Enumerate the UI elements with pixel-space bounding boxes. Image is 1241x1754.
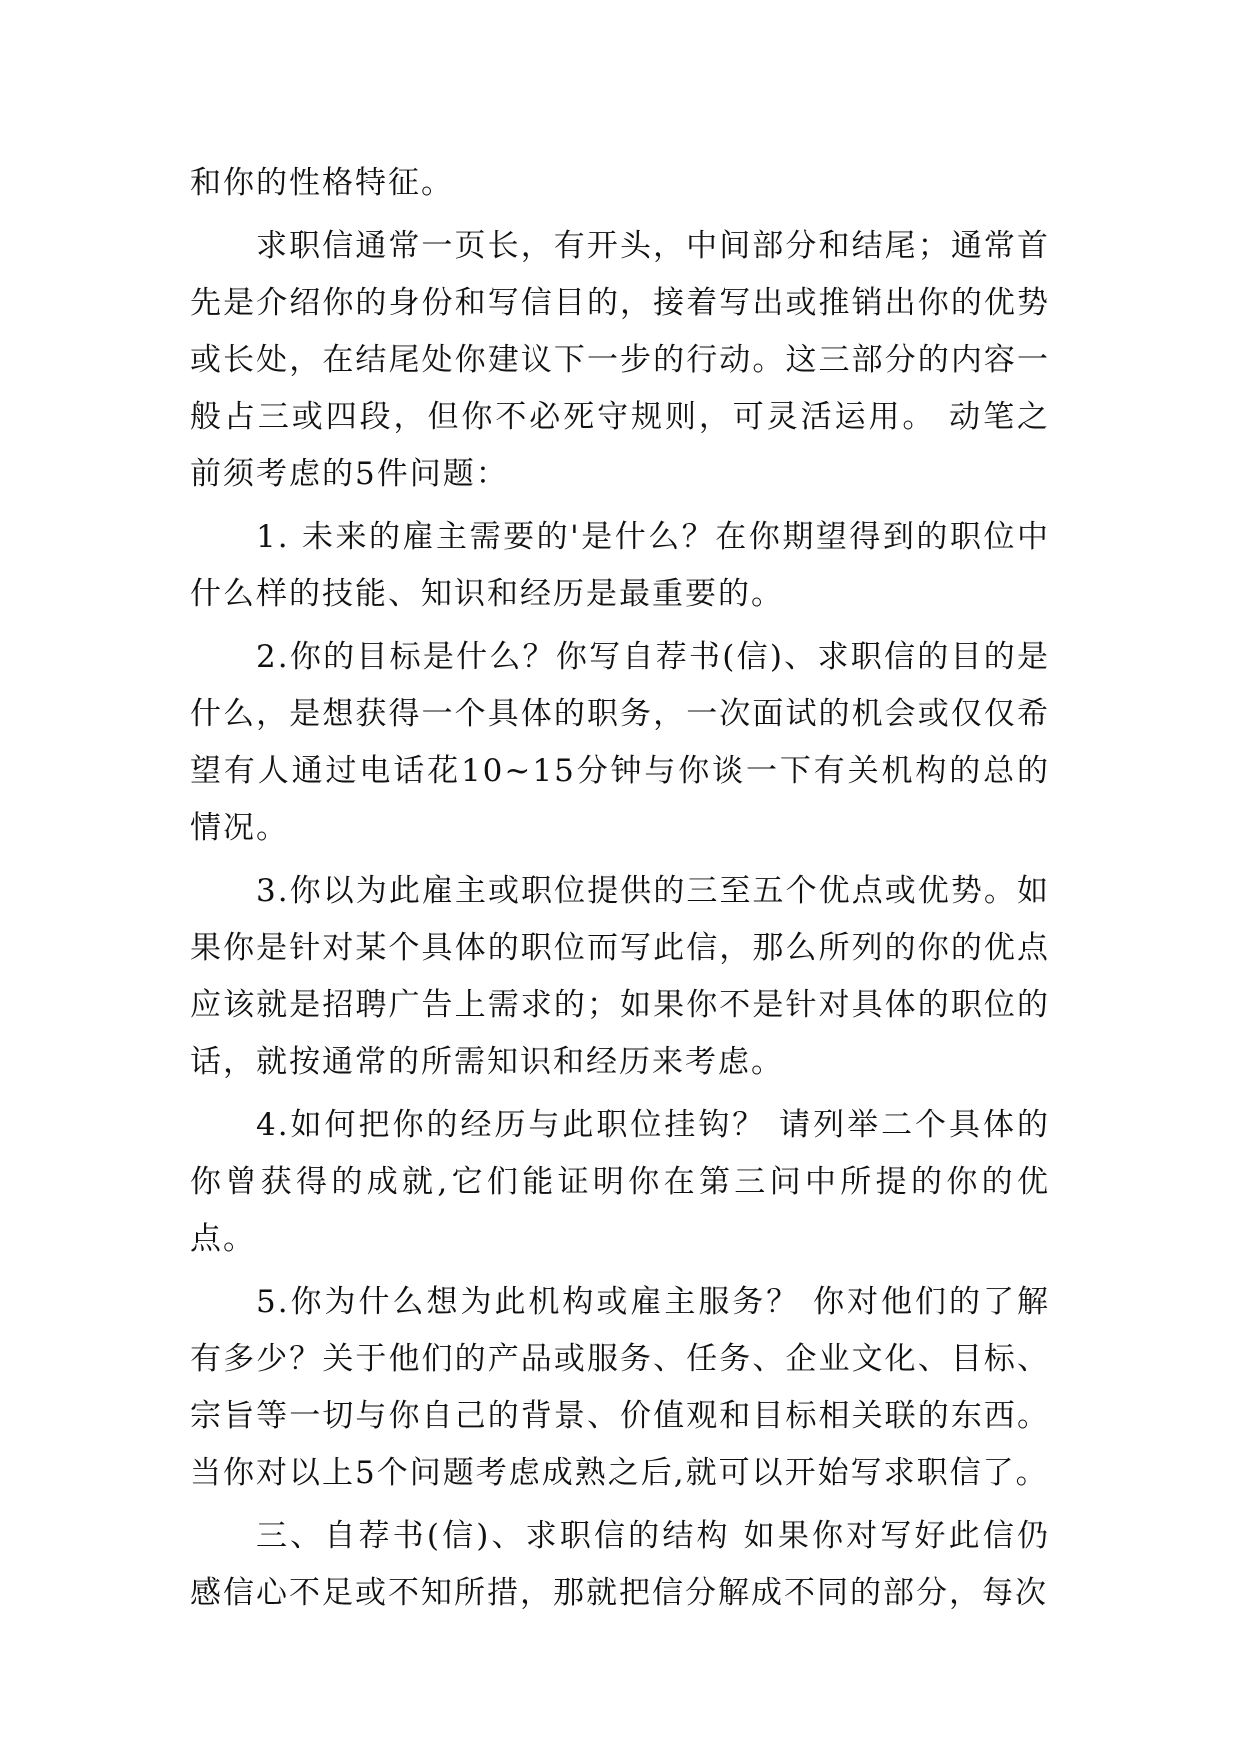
- paragraph-question-1: 1. 未来的雇主需要的'是什么？在你期望得到的职位中什么样的技能、知识和经历是最重要的。: [190, 519, 1050, 612]
- paragraph-question-4: 4.如何把你的经历与此职位挂钩？ 请列举二个具体的你曾获得的成就,它们能证明你在第三问中所提的你的优点。: [190, 1107, 1050, 1257]
- paragraph-question-5: 5.你为什么想为此机构或雇主服务？ 你对他们的了解有多少？关于他们的产品或服务、任务、企业文化、目标、宗旨等一切与你自己的背景、价值观和目标相关联的东西。当你对以上5个问题考虑成熟之后,就可以开始写求职信了。: [190, 1284, 1050, 1491]
- paragraph-structure: 求职信通常一页长，有开头，中间部分和结尾；通常首先是介绍你的身份和写信目的，接着写出或推销出你的优势或长处，在结尾处你建议下一步的行动。这三部分的内容一般占三或四段，但你不必死守规则，可灵活运用。 动笔之前须考虑的5件问题：: [190, 228, 1050, 492]
- paragraph-continuation: 和你的性格特征。: [190, 165, 454, 201]
- paragraph-question-2: 2.你的目标是什么？你写自荐书(信)、求职信的目的是什么，是想获得一个具体的职务，一次面试的机会或仅仅希望有人通过电话花10~15分钟与你谈一下有关机构的总的情况。: [190, 639, 1050, 846]
- paragraph-section-three: 三、自荐书(信)、求职信的结构 如果你对写好此信仍感信心不足或不知所措，那就把信分解成不同的部分，每次: [190, 1518, 1050, 1611]
- paragraph-question-3: 3.你以为此雇主或职位提供的三至五个优点或优势。如果你是针对某个具体的职位而写此信，那么所列的你的优点应该就是招聘广告上需求的；如果你不是针对具体的职位的话，就按通常的所需知识和经历来考虑。: [190, 873, 1050, 1080]
- document-body: [190, 155, 1050, 1622]
